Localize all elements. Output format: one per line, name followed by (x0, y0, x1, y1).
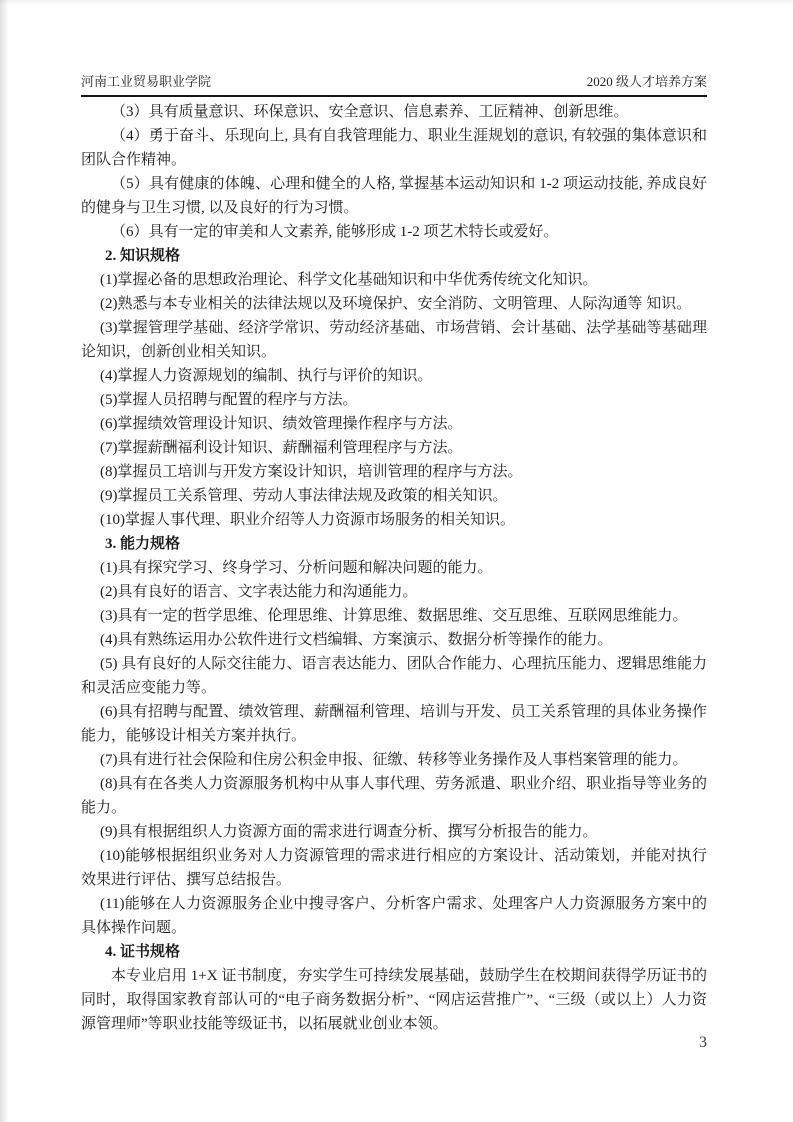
section-heading: 3. 能力规格 (105, 536, 181, 552)
paragraph: (9)掌握员工关系管理、劳动人事法律法规及政策的相关知识。 (100, 488, 508, 504)
scan-shadow-left (0, 0, 9, 1122)
document-body (81, 100, 707, 1036)
page-header (81, 74, 707, 97)
paragraph: (5) 具有良好的人际交往能力、语言表达能力、团队合作能力、心理抗压能力、逻辑思维能力和灵活应变能力等。 (81, 656, 707, 696)
header-doc-title: 2020 级人才培养方案 (586, 74, 707, 89)
paragraph: (11)能够在人力资源服务企业中搜寻客户、分析客户需求、处理客户人力资源服务方案中的具体操作问题。 (81, 896, 707, 936)
paragraph: (3)掌握管理学基础、经济学常识、劳动经济基础、市场营销、会计基础、法学基础等基础理论知识，创新创业相关知识。 (81, 320, 707, 360)
paragraph: (6)具有招聘与配置、绩效管理、薪酬福利管理、培训与开发、员工关系管理的具体业务操作能力，能够设计相关方案并执行。 (81, 704, 707, 744)
page-content (81, 74, 707, 1036)
paragraph: （3）具有质量意识、环保意识、安全意识、信息素养、工匠精神、创新思维。 (111, 104, 629, 120)
paragraph: (10)能够根据组织业务对人力资源管理的需求进行相应的方案设计、活动策划，并能对执行效果进行评估、撰写总结报告。 (81, 848, 707, 888)
paragraph: (4)具有熟练运用办公软件进行文档编辑、方案演示、数据分析等操作的能力。 (100, 632, 613, 648)
paragraph: （4）勇于奋斗、乐现向上, 具有自我管理能力、职业生涯规划的意识, 有较强的集体意识和团队合作精神。 (81, 128, 707, 168)
scan-shadow-top (0, 0, 793, 5)
page-footer (81, 1033, 707, 1053)
paragraph: (4)掌握人力资源规划的编制、执行与评价的知识。 (100, 368, 433, 384)
paragraph: (1)掌握必备的思想政治理论、科学文化基础知识和中华优秀传统文化知识。 (100, 272, 598, 288)
paragraph: (9)具有根据组织人力资源方面的需求进行调查分析、撰写分析报告的能力。 (100, 824, 598, 840)
paragraph: (1)具有探究学习、终身学习、分析问题和解决问题的能力。 (100, 560, 493, 576)
paragraph: (7)掌握薪酬福利设计知识、薪酬福利管理程序与方法。 (100, 440, 463, 456)
paragraph: (7)具有进行社会保险和住房公积金申报、征缴、转移等业务操作及人事档案管理的能力。 (100, 752, 688, 768)
paragraph: （6）具有一定的审美和人文素养, 能够形成 1-2 项艺术特长或爱好。 (111, 224, 559, 240)
paragraph: 本专业启用 1+X 证书制度，夯实学生可持续发展基础，鼓励学生在校期间获得学历证书的同时，取得国家教育部认可的“电子商务数据分析”、“网店运营推广”、“三级（或以上）人力资源管理师”等职业技能等级证书，以拓展就业创业本领。 (81, 968, 707, 1032)
paragraph: (8)具有在各类人力资源服务机构中从事人事代理、劳务派遣、职业介绍、职业指导等业务的能力。 (81, 776, 707, 816)
paragraph: (2)具有良好的语言、文字表达能力和沟通能力。 (100, 584, 418, 600)
paragraph: (3)具有一定的哲学思维、伦理思维、计算思维、数据思维、交互思维、互联网思维能力。 (100, 608, 688, 624)
paragraph: （5）具有健康的体魄、心理和健全的人格, 掌握基本运动知识和 1-2 项运动技能, 养成良好的健身与卫生习惯, 以及良好的行为习惯。 (81, 176, 707, 216)
paragraph: (6)掌握绩效管理设计知识、绩效管理操作程序与方法。 (100, 416, 463, 432)
paragraph: (8)掌握员工培训与开发方案设计知识，培训管理的程序与方法。 (100, 464, 523, 480)
paragraph: (2)熟悉与本专业相关的法律法规以及环境保护、安全消防、文明管理、人际沟通等 知识。 (100, 296, 692, 312)
header-school-name: 河南工业贸易职业学院 (81, 74, 212, 89)
paragraph: (5)掌握人员招聘与配置的程序与方法。 (100, 392, 358, 408)
section-heading: 4. 证书规格 (105, 944, 181, 960)
section-heading: 2. 知识规格 (105, 248, 181, 264)
page-number: 3 (699, 1034, 707, 1051)
paragraph: (10)掌握人事代理、职业介绍等人力资源市场服务的相关知识。 (100, 512, 515, 528)
